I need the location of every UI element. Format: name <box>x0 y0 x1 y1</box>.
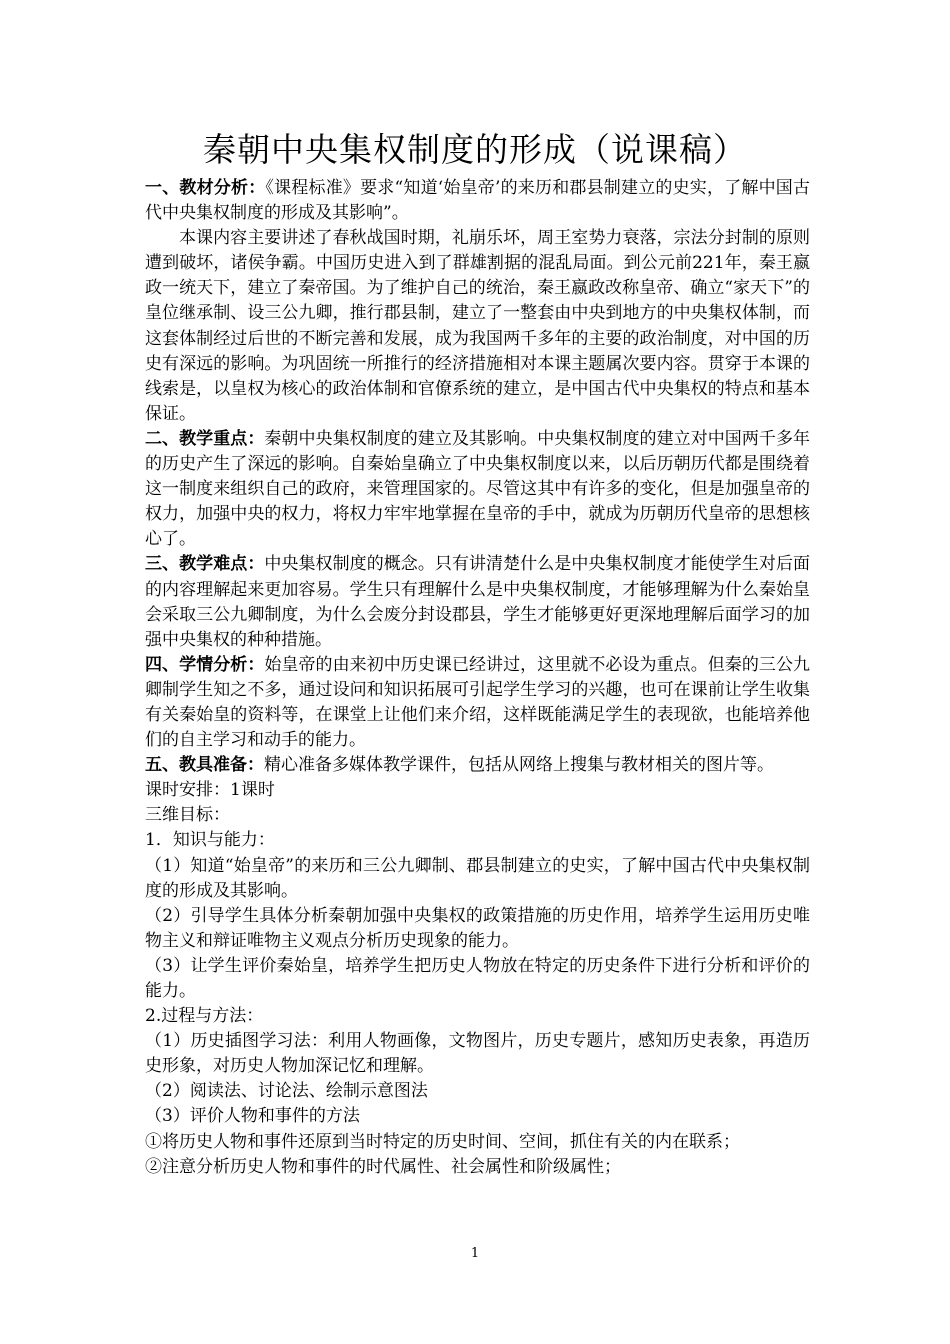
section-text: 《课程标准》要求“知道‘始皇帝’的来历和郡县制建立的史实，了解中国古代中央集权制度的形成及其影响”。 <box>145 178 811 224</box>
paragraph-process-1: （1）历史插图学习法：利用人物画像，文物图片，历史专题片，感知历史表象，再造历史形象，对历史人物加深记忆和理解。 <box>145 1031 810 1077</box>
section-teaching-aids <box>145 753 810 778</box>
section-text: 精心准备多媒体教学课件，包括从网络上搜集与教材相关的图片等。 <box>264 755 774 776</box>
section-student-analysis <box>145 653 810 753</box>
paragraph-objectives-heading: 三维目标： <box>145 805 230 826</box>
section-text: 始皇帝的由来初中历史课已经讲过，这里就不必设为重点。但秦的三公九卿制学生知之不多，通过设问和知识拓展可引起学生学习的兴趣，也可在课前让学生收集有关秦始皇的资料等，在课堂上让他们来介绍，这样既能满足学生的表现欲，也能培养他们的自主学习和动手的能力。 <box>145 654 811 751</box>
paragraph-knowledge-1: （1）知道“始皇帝”的来历和三公九卿制、郡县制建立的史实，了解中国古代中央集权制度的形成及其影响。 <box>145 855 810 901</box>
paragraph-process-2: （2）阅读法、讨论法、绘制示意图法 <box>145 1081 428 1102</box>
document-title: 秦朝中央集权制度的形成（说课稿） <box>203 130 747 169</box>
paragraph-process-3: （3）评价人物和事件的方法 <box>145 1106 360 1127</box>
section-teaching-focus <box>145 427 810 552</box>
section-label: 二、教学重点： <box>145 428 265 449</box>
paragraph-class-hours: 课时安排：1课时 <box>145 780 275 801</box>
section-label: 四、学情分析： <box>145 654 265 675</box>
paragraph-lesson-content: 本课内容主要讲述了春秋战国时期，礼崩乐坏，周王室势力衰落，宗法分封制的原则遭到破坏，诸侯争霸。中国历史进入到了群雄割据的混乱局面。到公元前221年，秦王嬴政一统天下，建立了秦帝国。为了维护自己的统治，秦王嬴政改称皇帝、确立“家天下”的皇位继承制、设三公九卿，推行郡县制，建立了一整套由中央到地方的中央集权体制，而这套体制经过后世的不断完善和发展，成为我国两千多年的主要的政治制度，对中国的历史有深远的影响。为巩固统一所推行的经济措施相对本课主题属次要内容。贯穿于本课的线索是，以皇权为核心的政治体制和官僚系统的建立，是中国古代中央集权的特点和基本保证。 <box>145 228 810 424</box>
section-teaching-difficulty <box>145 552 810 652</box>
section-label: 三、教学难点： <box>145 554 265 575</box>
page-number: 1 <box>470 1246 480 1261</box>
paragraph-method-1: ①将历史人物和事件还原到当时特定的历史时间、空间，抓住有关的内在联系； <box>145 1131 740 1152</box>
section-label: 五、教具准备： <box>145 755 264 776</box>
paragraph-process-heading: 2.过程与方法： <box>145 1006 264 1027</box>
paragraph-knowledge-3: （3）让学生评价秦始皇，培养学生把历史人物放在特定的历史条件下进行分析和评价的能力。 <box>145 955 810 1001</box>
section-label: 一、教材分析： <box>145 178 266 198</box>
paragraph-knowledge-2: （2）引导学生具体分析秦朝加强中央集权的政策措施的历史作用，培养学生运用历史唯物主义和辩证唯物主义观点分析历史现象的能力。 <box>145 905 810 951</box>
section-text: 中央集权制度的概念。只有讲清楚什么是中央集权制度才能使学生对后面的内容理解起来更加容易。学生只有理解什么是中央集权制度，才能够理解为什么秦始皇会采取三公九卿制度，为什么会废分封设郡县，学生才能够更好更深地理解后面学习的加强中央集权的种种措施。 <box>145 554 811 650</box>
paragraph-knowledge-heading: 1．知识与能力： <box>145 830 275 851</box>
section-textbook-analysis <box>145 176 810 226</box>
document-body <box>145 176 810 1180</box>
paragraph-method-2: ②注意分析历史人物和事件的时代属性、社会属性和阶级属性； <box>145 1156 621 1177</box>
section-text: 秦朝中央集权制度的建立及其影响。中央集权制度的建立对中国两千多年的历史产生了深远的影响。自秦始皇确立了中央集权制度以来，以后历朝历代都是围绕着这一制度来组织自己的政府，来管理国家的。尽管这其中有许多的变化，但是加强皇帝的权力，加强中央的权力，将权力牢牢地掌握在皇帝的手中，就成为历朝历代皇帝的思想核心了。 <box>145 428 811 550</box>
